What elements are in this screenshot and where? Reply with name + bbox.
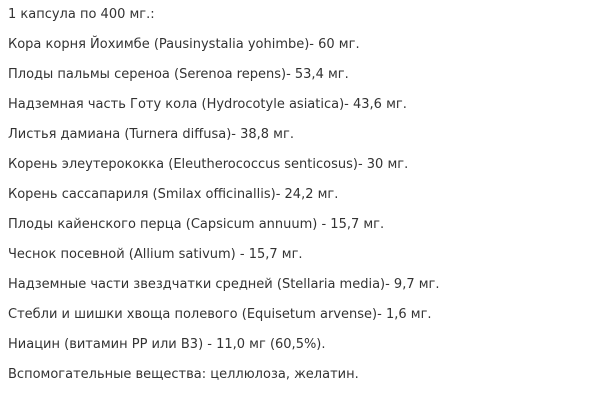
intro-line: 1 капсула по 400 мг.: xyxy=(8,7,155,22)
ingredient-line: Надземная часть Готу кола (Hydrocotyle asiatica)- 43,6 мг. xyxy=(8,97,407,112)
ingredient-line: Плоды пальмы сереноа (Serenoa repens)- 53,4 мг. xyxy=(8,67,349,82)
excipients-line: Вспомогательные вещества: целлюлоза, желатин. xyxy=(8,367,359,382)
ingredient-line: Кора корня Йохимбе (Pausinystalia yohimbe)- 60 мг. xyxy=(8,37,360,52)
ingredient-line: Корень сассапариля (Smilax officinallis)- 24,2 мг. xyxy=(8,187,339,202)
ingredient-line: Корень элеутерококка (Eleutherococcus senticosus)- 30 мг. xyxy=(8,157,409,172)
ingredient-line: Ниацин (витамин РР или В3) - 11,0 мг (60,5%). xyxy=(8,337,326,352)
ingredient-line: Плоды кайенского перца (Capsicum annuum) - 15,7 мг. xyxy=(8,217,385,232)
ingredient-line: Листья дамиана (Turnera diffusa)- 38,8 мг. xyxy=(8,127,294,142)
ingredients-document xyxy=(8,7,596,383)
ingredient-line: Стебли и шишки хвоща полевого (Equisetum arvense)- 1,6 мг. xyxy=(8,307,432,322)
ingredient-line: Чеснок посевной (Allium sativum) - 15,7 мг. xyxy=(8,247,303,262)
ingredient-line: Надземные части звездчатки средней (Stellaria media)- 9,7 мг. xyxy=(8,277,440,292)
